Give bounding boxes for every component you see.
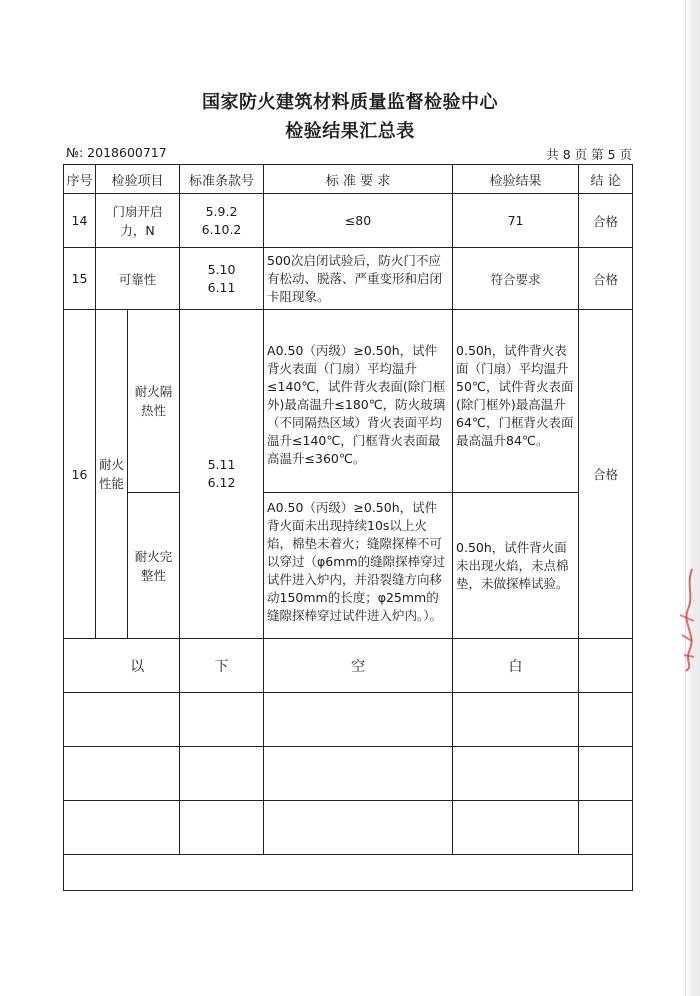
row-conclusion: 合格 [579, 248, 633, 310]
row-seq: 14 [64, 194, 96, 248]
row-result: 符合要求 [453, 248, 579, 310]
red-seal-stamp-fragment [676, 565, 698, 675]
row-requirement: 500次启闭试验后，防火门不应有松动、脱落、严重变形和启闭卡阻现象。 [264, 248, 453, 310]
page-edge [685, 0, 700, 996]
table-row-empty [64, 747, 633, 801]
row-clause: 5.10 6.11 [180, 248, 264, 310]
blank-char-4: 白 [453, 639, 579, 693]
report-number: №: 2018600717 [66, 145, 167, 160]
header-result: 检验结果 [453, 165, 579, 194]
blank-char-3: 空 [264, 639, 453, 693]
table-header-row [64, 165, 633, 194]
table-row-footer-empty [64, 855, 633, 891]
row-seq: 15 [64, 248, 96, 310]
header-clause: 标准条款号 [180, 165, 264, 194]
results-table [63, 164, 633, 891]
table-row [64, 194, 633, 248]
row-result: 0.50h，试件背火表面（门扇）平均温升50℃，试件背火表面(除门框外)最高温升64℃，门框背火表面最高温升84℃。 [453, 310, 579, 493]
row-item: 可靠性 [96, 248, 180, 310]
table-row-empty [64, 801, 633, 855]
row-subitem: 耐火完整性 [128, 493, 180, 639]
row-requirement: A0.50（丙级）≥0.50h，试件背火表面（门扇）平均温升≤140℃，试件背火表面(除门框外)最高温升≤180℃，防火玻璃（不同隔热区域）背火表面平均温升≤140℃，门框背火表面最高温升≤360℃。 [264, 310, 453, 493]
blank-char-1: 以 [96, 639, 180, 693]
row-subitem: 耐火隔热性 [128, 310, 180, 493]
header-seq: 序号 [64, 165, 96, 194]
row-requirement: ≤80 [264, 194, 453, 248]
table-row [64, 310, 633, 493]
table-row-blank-notice [64, 639, 633, 693]
table-row-empty [64, 693, 633, 747]
row-result: 71 [453, 194, 579, 248]
row-item-group: 耐火性能 [96, 310, 128, 639]
seal-fragment-icon [676, 565, 698, 675]
header-item: 检验项目 [96, 165, 180, 194]
row-result: 0.50h，试件背火面未出现火焰，未点棉垫，未做探棒试验。 [453, 493, 579, 639]
row-clause: 5.11 6.12 [180, 310, 264, 639]
blank-char-2: 下 [180, 639, 264, 693]
row-requirement: A0.50（丙级）≥0.50h，试件背火面未出现持续10s以上火焰，棉垫未着火；缝隙探棒不可以穿过（φ6mm的缝隙探棒穿过试件进入炉内，并沿裂缝方向移动150mm的长度；φ25mm的缝隙探棒穿过试件进入炉内。）。 [264, 493, 453, 639]
page-count: 共 8 页 第 5 页 [546, 147, 632, 162]
document-title: 国家防火建筑材料质量监督检验中心 [202, 92, 498, 113]
header-requirement: 标 准 要 求 [264, 165, 453, 194]
header-conclusion: 结 论 [579, 165, 633, 194]
document-subtitle: 检验结果汇总表 [285, 121, 415, 142]
row-conclusion: 合格 [579, 310, 633, 639]
table-row [64, 248, 633, 310]
row-clause: 5.9.2 6.10.2 [180, 194, 264, 248]
table-row [64, 493, 633, 639]
row-conclusion: 合格 [579, 194, 633, 248]
row-item: 门扇开启力，N [96, 194, 180, 248]
row-seq: 16 [64, 310, 96, 639]
